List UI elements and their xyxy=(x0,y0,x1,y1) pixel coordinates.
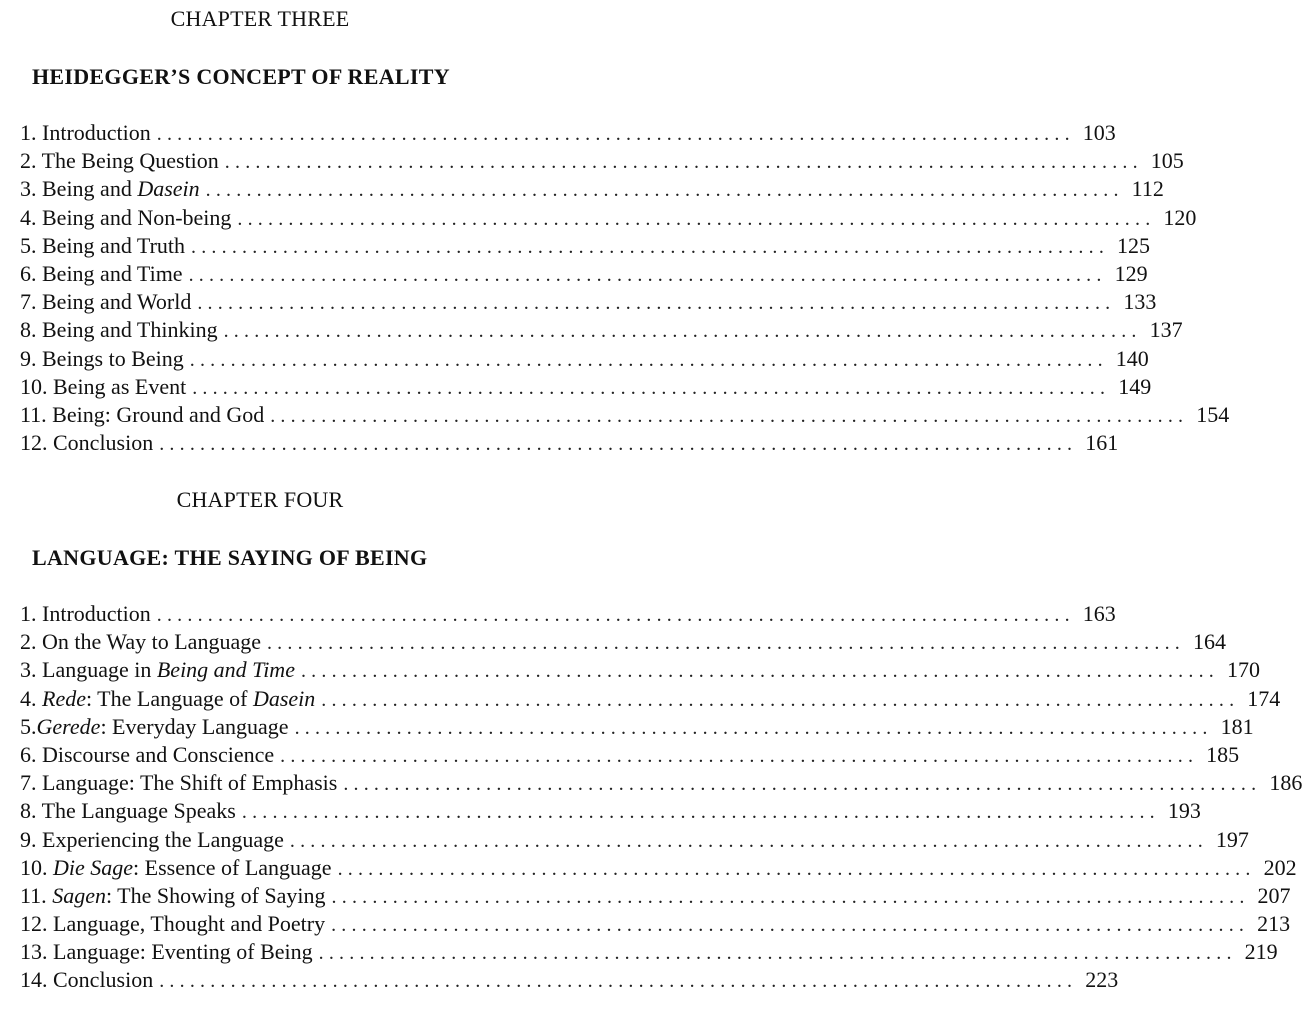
dot-leader: .......................................................................................... xyxy=(321,688,1240,711)
toc-entry-title xyxy=(20,938,319,966)
toc-entry xyxy=(20,119,1116,147)
toc-entry-title-italic: Die Sage xyxy=(53,854,134,880)
toc-entry-page-number: 163 xyxy=(1082,601,1116,626)
dot-leader: .......................................................................................... xyxy=(289,829,1208,852)
toc-entry-title-part: 3. Being and xyxy=(20,176,138,202)
toc-entry-page-number: 207 xyxy=(1257,882,1291,908)
toc-entry-page-number: 125 xyxy=(1117,232,1151,258)
toc-entry-title xyxy=(20,854,338,882)
toc-entry-title-part: 14. Conclusion xyxy=(20,967,154,993)
toc-entry-title xyxy=(20,204,237,232)
toc-entry-title-italic: Being and Time xyxy=(156,657,295,683)
chapter-three-label: CHAPTER THREE xyxy=(170,6,350,31)
toc-entry-title xyxy=(20,685,321,713)
toc-entry-page-number: 149 xyxy=(1118,373,1152,399)
dot-leader: .......................................................................................... xyxy=(156,123,1075,145)
dot-leader: .......................................................................................... xyxy=(337,857,1256,880)
toc-entry-title xyxy=(20,600,157,628)
toc-entry-title xyxy=(20,175,206,203)
toc-entry-title xyxy=(20,147,225,175)
toc-entry-page-number: 129 xyxy=(1114,260,1148,286)
toc-entry-title xyxy=(20,401,270,429)
toc-entry-page-number: 137 xyxy=(1149,317,1183,343)
toc-entry-title-part: 3. Language in xyxy=(20,657,157,683)
toc-entry-page-number: 112 xyxy=(1131,176,1164,202)
toc-entry-page-number: 105 xyxy=(1150,148,1184,174)
toc-entry-page-number: 219 xyxy=(1244,939,1278,965)
toc-entry-title xyxy=(20,316,224,344)
toc-entry xyxy=(20,232,1151,260)
toc-entry-title xyxy=(20,656,301,684)
toc-entry-title-part: 11. xyxy=(20,882,53,908)
toc-entry-title-part: 4. xyxy=(20,685,42,711)
dot-leader: .......................................................................................... xyxy=(205,179,1124,202)
chapter-three-toc xyxy=(20,119,1230,457)
chapter-four-title: LANGUAGE: THE SAYING OF BEING xyxy=(32,545,428,570)
toc-entry-title-part: 5. Being and Truth xyxy=(20,232,186,258)
toc-entry-title-italic: Rede xyxy=(42,685,86,711)
dot-leader: .......................................................................................... xyxy=(156,604,1075,626)
dot-leader: .......................................................................................... xyxy=(191,235,1110,258)
chapter-three-title: HEIDEGGER’S CONCEPT OF REALITY xyxy=(32,64,450,89)
toc-entry-page-number: 223 xyxy=(1085,967,1119,993)
toc-entry-page-number: 193 xyxy=(1167,798,1201,824)
toc-entry xyxy=(20,966,1119,994)
chapter-four-label: CHAPTER FOUR xyxy=(176,487,344,512)
toc-entry xyxy=(20,429,1119,457)
dot-leader: .......................................................................................... xyxy=(318,942,1237,965)
toc-entry-page-number: 197 xyxy=(1215,826,1249,852)
toc-entry-title xyxy=(20,429,159,457)
toc-entry-title-part: 6. Being and Time xyxy=(20,260,183,286)
toc-entry-page-number: 213 xyxy=(1257,911,1291,937)
chapter-four-toc xyxy=(20,600,1302,995)
toc-entry xyxy=(20,882,1291,910)
toc-entry xyxy=(20,345,1149,373)
toc-entry-title xyxy=(20,232,191,260)
toc-entry xyxy=(20,910,1291,938)
toc-entry-title-part: 12. Language, Thought and Poetry xyxy=(20,911,326,937)
toc-entry-title xyxy=(20,119,157,147)
toc-entry xyxy=(20,656,1260,684)
toc-entry-page-number: 140 xyxy=(1115,345,1149,371)
toc-entry-page-number: 185 xyxy=(1206,741,1240,767)
dot-leader: .......................................................................................... xyxy=(266,632,1185,655)
dot-leader: .......................................................................................... xyxy=(192,376,1111,399)
toc-entry xyxy=(20,685,1281,713)
toc-entry-title-part: 2. On the Way to Language xyxy=(20,629,261,655)
toc-entry-title-part: 12. Conclusion xyxy=(20,430,154,456)
toc-entry-page-number: 120 xyxy=(1163,204,1197,230)
toc-entry-title-part: 1. Introduction xyxy=(20,601,151,626)
toc-entry-title xyxy=(20,713,295,741)
dot-leader: .......................................................................................... xyxy=(343,773,1262,796)
toc-entry-page-number: 202 xyxy=(1263,854,1297,880)
toc-entry-page-number: 170 xyxy=(1226,657,1260,683)
toc-entry-title-part: 6. Discourse and Conscience xyxy=(20,741,275,767)
toc-entry xyxy=(20,854,1297,882)
toc-entry xyxy=(20,147,1184,175)
toc-entry-title xyxy=(20,797,242,825)
toc-entry-title-part: 8. The Language Speaks xyxy=(20,798,236,824)
toc-entry xyxy=(20,175,1164,203)
dot-leader: .......................................................................................... xyxy=(270,404,1189,427)
toc-entry xyxy=(20,713,1254,741)
toc-entry-page-number: 164 xyxy=(1192,629,1226,655)
toc-entry-title xyxy=(20,882,332,910)
toc-entry-page-number: 181 xyxy=(1220,713,1254,739)
toc-entry xyxy=(20,628,1226,656)
toc-entry-title-part: 7. Being and World xyxy=(20,289,192,315)
toc-entry-title-italic: Dasein xyxy=(252,685,316,711)
dot-leader: .......................................................................................... xyxy=(241,801,1160,824)
dot-leader: .......................................................................................... xyxy=(188,263,1107,286)
toc-entry xyxy=(20,769,1302,797)
toc-entry-page-number: 186 xyxy=(1269,770,1302,796)
dot-leader: .......................................................................................... xyxy=(237,207,1156,230)
toc-entry-title-part: 9. Beings to Being xyxy=(20,345,184,371)
toc-entry xyxy=(20,600,1116,628)
toc-entry xyxy=(20,288,1157,316)
toc-entry-title-part: 2. The Being Question xyxy=(20,148,219,174)
toc-entry-title xyxy=(20,373,192,401)
dot-leader: .......................................................................................... xyxy=(159,970,1078,993)
dot-leader: .......................................................................................... xyxy=(197,292,1116,315)
dot-leader: .......................................................................................... xyxy=(331,914,1250,937)
toc-entry xyxy=(20,938,1278,966)
toc-entry-title-part: 9. Experiencing the Language xyxy=(20,826,284,852)
toc-entry-title-part: 8. Being and Thinking xyxy=(20,317,218,343)
toc-entry-title-part: 10. xyxy=(20,854,53,880)
toc-entry xyxy=(20,741,1240,769)
toc-entry xyxy=(20,260,1148,288)
toc-entry-title-italic: Dasein xyxy=(137,176,200,202)
toc-entry xyxy=(20,826,1249,854)
dot-leader: .......................................................................................... xyxy=(280,744,1199,767)
dot-leader: .......................................................................................... xyxy=(189,348,1108,371)
toc-entry-title-part: : Essence of Language xyxy=(133,854,332,880)
toc-entry-title xyxy=(20,910,331,938)
toc-entry-title-italic: Sagen xyxy=(52,882,106,908)
toc-entry-title xyxy=(20,628,267,656)
toc-entry-title-part: : The Language of xyxy=(85,685,253,711)
toc-entry xyxy=(20,373,1152,401)
toc-entry-page-number: 161 xyxy=(1085,430,1119,456)
toc-entry-page-number: 133 xyxy=(1123,289,1157,315)
toc-entry xyxy=(20,204,1197,232)
toc-entry-title-italic: Gerede xyxy=(36,713,101,739)
toc-entry-page-number: 103 xyxy=(1082,120,1116,145)
toc-entry-title xyxy=(20,741,280,769)
toc-entry-title-part: 11. Being: Ground and God xyxy=(20,401,265,427)
toc-entry-title-part: 4. Being and Non-being xyxy=(20,204,232,230)
dot-leader: .......................................................................................... xyxy=(224,151,1143,174)
toc-entry-title-part: : The Showing of Saying xyxy=(105,882,326,908)
toc-entry-title xyxy=(20,345,190,373)
toc-entry-title xyxy=(20,966,159,994)
dot-leader: .......................................................................................... xyxy=(294,716,1213,739)
toc-entry-title-part: 5. xyxy=(20,713,37,739)
toc-entry-page-number: 174 xyxy=(1247,685,1281,711)
toc-entry-title-part: 1. Introduction xyxy=(20,120,151,145)
toc-entry-title xyxy=(20,288,197,316)
toc-entry-title xyxy=(20,826,290,854)
toc-entry-page-number: 154 xyxy=(1196,401,1230,427)
toc-entry-title-part: : Everyday Language xyxy=(100,713,289,739)
toc-entry-title-part: 13. Language: Eventing of Being xyxy=(20,939,313,965)
toc-entry-title-part: 10. Being as Event xyxy=(20,373,187,399)
dot-leader: .......................................................................................... xyxy=(223,320,1142,343)
toc-entry xyxy=(20,401,1230,429)
toc-entry xyxy=(20,797,1201,825)
dot-leader: .......................................................................................... xyxy=(331,885,1250,908)
dot-leader: .......................................................................................... xyxy=(300,660,1219,683)
dot-leader: .......................................................................................... xyxy=(159,433,1078,456)
toc-entry-title xyxy=(20,260,189,288)
toc-entry-title xyxy=(20,769,343,797)
toc-entry xyxy=(20,316,1183,344)
toc-entry-title-part: 7. Language: The Shift of Emphasis xyxy=(20,770,338,796)
